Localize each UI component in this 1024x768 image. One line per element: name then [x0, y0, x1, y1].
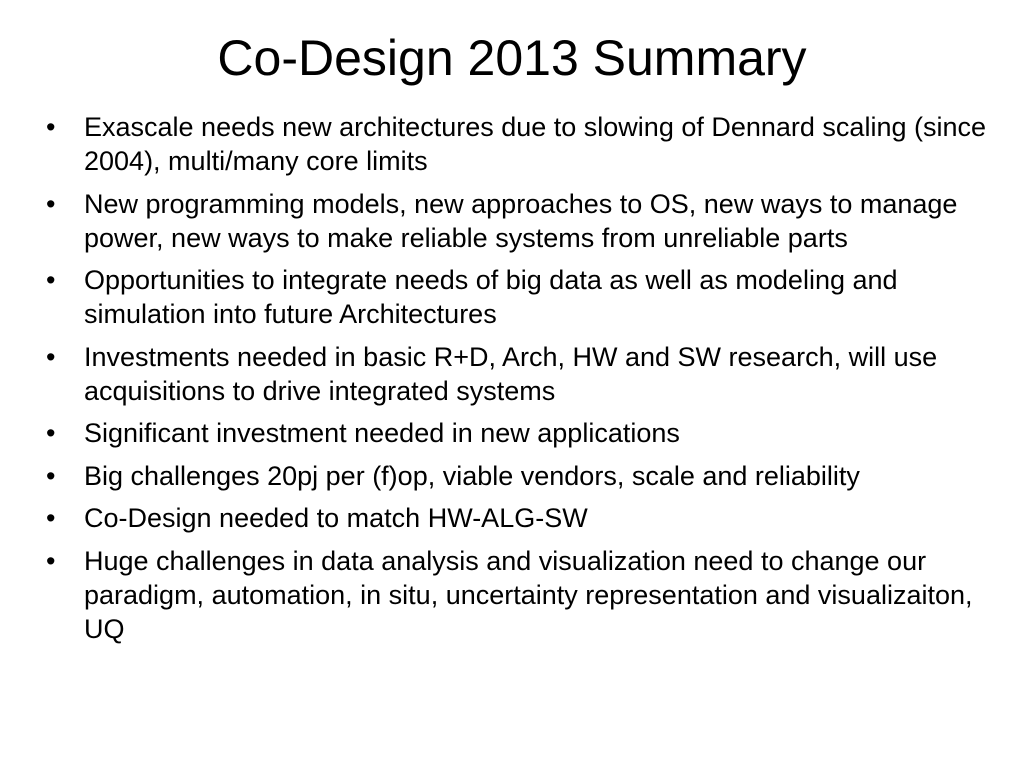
bullet-text: Exascale needs new architectures due to slowing of Dennard scaling (since 2004), multi/many core limits [84, 112, 986, 176]
bullet-item [46, 459, 996, 493]
bullet-icon: • [46, 265, 56, 295]
bullet-item [46, 340, 996, 408]
bullet-item [46, 187, 996, 255]
bullet-item [46, 544, 996, 646]
bullet-item [46, 416, 996, 450]
bullet-item [46, 110, 996, 178]
bullet-item [46, 501, 996, 535]
bullet-text: Co-Design needed to match HW-ALG-SW [84, 503, 588, 533]
bullet-text: Significant investment needed in new applications [84, 418, 680, 448]
bullet-icon: • [46, 545, 56, 576]
bullet-icon: • [46, 418, 56, 448]
bullet-icon: • [46, 503, 56, 533]
bullet-text: Big challenges 20pj per (f)op, viable vendors, scale and reliability [84, 460, 860, 491]
bullet-text: New programming models, new approaches to OS, new ways to manage power, new ways to make reliable systems from unreliable parts [84, 188, 958, 253]
bullet-icon: • [46, 188, 56, 219]
bullet-icon: • [46, 112, 56, 142]
bullet-text: Opportunities to integrate needs of big data as well as modeling and simulation into future Architectures [84, 265, 898, 329]
bullet-text: Huge challenges in data analysis and visualization need to change our paradigm, automation, in situ, uncertainty representation and visualizaiton, UQ [84, 545, 973, 644]
bullet-text: Investments needed in basic R+D, Arch, HW and SW research, will use acquisitions to drive integrated systems [84, 341, 938, 406]
bullet-item [46, 263, 996, 331]
bullet-icon: • [46, 460, 56, 491]
bullet-icon: • [46, 341, 56, 372]
slide-title: Co-Design 2013 Summary [217, 30, 807, 86]
bullet-list [46, 110, 996, 654]
